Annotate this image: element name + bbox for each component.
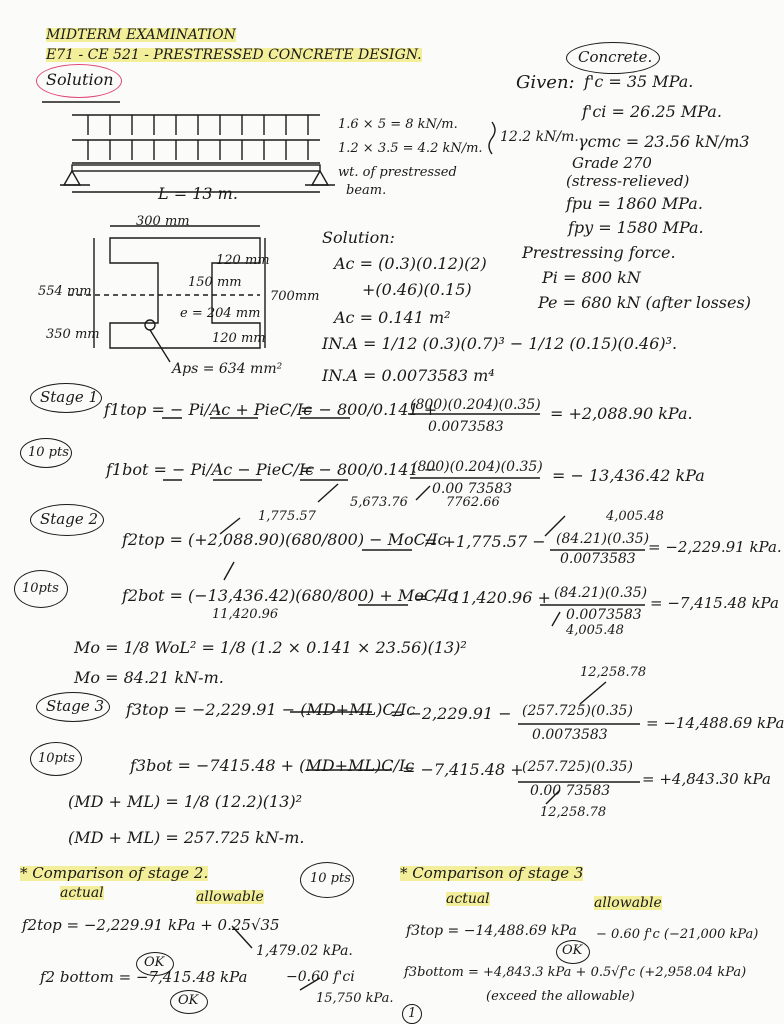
section-150: 150 mm (188, 275, 242, 290)
props-label: Solution: (322, 228, 395, 247)
comp2-top-allow: 1,479.02 kPa. (256, 943, 353, 959)
tendon (145, 320, 155, 330)
stage3-pts: 10pts (38, 751, 75, 766)
comp3-actual: actual (446, 891, 490, 907)
stage3-ftop-den: 0.0073583 (532, 727, 608, 743)
stage1-ftop-num: (800)(0.204)(0.35) (410, 397, 541, 413)
stage3-ftop-formula: f3top = −2,229.91 − (MD+ML)C/Ic (126, 700, 416, 719)
load-label-1: 1.6 × 5 = 8 kN/m. (338, 117, 458, 132)
stage1-fbot-result: = − 13,436.42 kPa (552, 466, 705, 485)
given-prestress-force: Prestressing force. (522, 243, 676, 262)
comp3-note: (exceed the allowable) (486, 989, 635, 1004)
stage1-note-2: 7762.66 (446, 495, 500, 510)
section-120-bot: 120 mm (212, 331, 266, 346)
given-fpy: fpy = 1580 MPa. (568, 218, 704, 237)
comp2-bot-allow-2: 15,750 kPa. (316, 991, 394, 1006)
given-grade: Grade 270 (572, 154, 652, 172)
stage2-tag: Stage 2 (40, 510, 99, 528)
load-arrows (88, 115, 308, 160)
support-left (64, 171, 80, 185)
stage3-fbot-den: 0.00 73583 (530, 783, 611, 799)
comp2-pts: 10 pts (310, 871, 351, 886)
stage1-fbot-formula: f1bot = − Pi/Ac − PieC/Ic (106, 460, 315, 479)
comp3-top: f3top = −14,488.69 kPa (406, 923, 577, 939)
comp3-title: * Comparison of stage 3 (400, 864, 584, 882)
given-gamma: γcmc = 23.56 kN/m3 (578, 132, 750, 151)
stage1-fbot-num: (800)(0.204)(0.35) (412, 459, 543, 475)
given-fc: f'c = 35 MPa. (584, 72, 694, 91)
course-title: E71 - CE 521 - PRESTRESSED CONCRETE DESIGN. (46, 47, 422, 63)
stage1-ftop-sub: = − 800/0.141 + (300, 400, 438, 419)
given-fpu: fpu = 1860 MPa. (566, 194, 703, 213)
stage2-ftop-sub: = +1,775.57 − (424, 532, 546, 551)
stage2-fbot-formula: f2bot = (−13,436.42)(680/800) + MoC/Ic (122, 586, 457, 605)
stage1-fbot-den: 0.00 73583 (432, 481, 513, 497)
stage2-note-4: 4,005.48 (566, 623, 624, 638)
comp3-top-allow: − 0.60 f'c (−21,000 kPa) (596, 927, 759, 942)
stage2-fbot-num: (84.21)(0.35) (554, 585, 648, 601)
props-ac3: Ac = 0.141 m² (334, 308, 451, 327)
props-ac2: +(0.46)(0.15) (362, 280, 472, 299)
stage3-md-formula: (MD + ML) = 1/8 (12.2)(13)² (68, 792, 303, 811)
stage3-fbot-sub: = −7,415.48 + (402, 760, 524, 779)
comp2-ok-1: OK (144, 955, 165, 970)
stage2-ftop-result: = −2,229.91 kPa. (648, 538, 782, 556)
stage2-fbot-den: 0.0073583 (566, 607, 642, 623)
comp2-bot-allow-1: −0.60 f'ci (286, 969, 355, 985)
stage3-note-1: 12,258.78 (580, 665, 647, 680)
page-number: 1 (408, 1006, 417, 1021)
comp2-bottom: f2 bottom = −7,415.48 kPa (40, 968, 248, 986)
section-top-width: 300 mm (136, 214, 190, 229)
given-label: Given: (516, 72, 575, 93)
given-fci: f'ci = 26.25 MPa. (582, 102, 722, 121)
given-pi: Pi = 800 kN (542, 268, 641, 287)
stage3-fbot-result: = +4,843.30 kPa (642, 770, 771, 788)
stage1-ftop-formula: f1top = − Pi/Ac + PieC/Ic (104, 400, 313, 419)
load-sum: 12.2 kN/m. (500, 129, 579, 145)
stage2-note-1: 1,775.57 (258, 509, 316, 524)
concrete-tag: Concrete. (578, 48, 653, 66)
solution-tag: Solution (46, 70, 114, 89)
stage1-ftop-result: = +2,088.90 kPa. (550, 404, 693, 423)
stage3-tag: Stage 3 (46, 697, 105, 715)
comp2-actual: actual (60, 885, 104, 901)
stage3-ftop-result: = −14,488.69 kPa (646, 714, 784, 732)
stage2-mo-result: Mo = 84.21 kN-m. (74, 668, 224, 687)
stage2-fbot-sub: = − 11,420.96 + (414, 588, 551, 607)
stage1-pts: 10 pts (28, 445, 69, 460)
stage3-md-result: (MD + ML) = 257.725 kN-m. (68, 828, 305, 847)
stage1-note-1: 5,673.76 (350, 495, 408, 510)
stage3-ftop-num: (257.725)(0.35) (522, 703, 633, 719)
stage2-ftop-formula: f2top = (+2,088.90)(680/800) − MoC/Ic (122, 530, 447, 549)
stage1-tag: Stage 1 (40, 388, 99, 406)
stage2-ftop-den: 0.0073583 (560, 551, 636, 567)
section-e: e = 204 mm (180, 306, 261, 321)
stage1-fbot-sub: = − 800/0.141 − (300, 460, 438, 479)
exam-title: MIDTERM EXAMINATION (46, 27, 236, 43)
stage3-fbot-formula: f3bot = −7415.48 + (MD+ML)C/Ic (130, 756, 415, 775)
stage2-fbot-result: = −7,415.48 kPa (650, 594, 779, 612)
given-stress: (stress-relieved) (566, 172, 690, 190)
props-ina2: IN.A = 0.0073583 m⁴ (322, 366, 495, 385)
section-700: 700mm (270, 289, 320, 304)
span-label: L = 13 m. (158, 184, 238, 203)
stage2-note-2: 4,005.48 (606, 509, 664, 524)
comp2-title: * Comparison of stage 2. (20, 864, 209, 882)
load-label-3a: wt. of prestressed (338, 165, 457, 180)
support-right (312, 171, 328, 185)
comp3-ok: OK (562, 943, 583, 958)
comp2-top: f2top = −2,229.91 kPa + 0.25√35 (22, 916, 280, 934)
stage3-ftop-sub: = −2,229.91 − (390, 704, 512, 723)
section-aps: Aps = 634 mm² (172, 361, 283, 377)
comp2-allowable: allowable (196, 889, 264, 905)
load-label-2: 1.2 × 3.5 = 4.2 kN/m. (338, 141, 483, 156)
beam-body (72, 165, 320, 171)
comp3-allowable: allowable (594, 895, 662, 911)
section-554: 554 mm (38, 284, 92, 299)
given-pe: Pe = 680 kN (after losses) (538, 293, 751, 312)
comp3-bottom: f3bottom = +4,843.3 kPa + 0.5√f'c (+2,958.04 kPa) (404, 965, 747, 980)
props-ac1: Ac = (0.3)(0.12)(2) (334, 254, 487, 273)
load-brace (489, 122, 495, 154)
stage2-mo-formula: Mo = 1/8 WoL² = 1/8 (1.2 × 0.141 × 23.56)(13)² (74, 638, 467, 657)
props-ina: IN.A = 1/12 (0.3)(0.7)³ − 1/12 (0.15)(0.46)³. (322, 334, 678, 353)
stage3-fbot-num: (257.725)(0.35) (522, 759, 633, 775)
stage3-note-2: 12,258.78 (540, 805, 607, 820)
section-120-top: 120 mm (216, 253, 270, 268)
stage2-note-3: 11,420.96 (212, 607, 279, 622)
comp2-ok-2: OK (178, 993, 199, 1008)
stage2-pts: 10pts (22, 581, 59, 596)
stage2-ftop-num: (84.21)(0.35) (556, 531, 650, 547)
load-label-3b: beam. (346, 183, 387, 198)
stage1-ftop-den: 0.0073583 (428, 419, 504, 435)
section-350: 350 mm (46, 327, 100, 342)
